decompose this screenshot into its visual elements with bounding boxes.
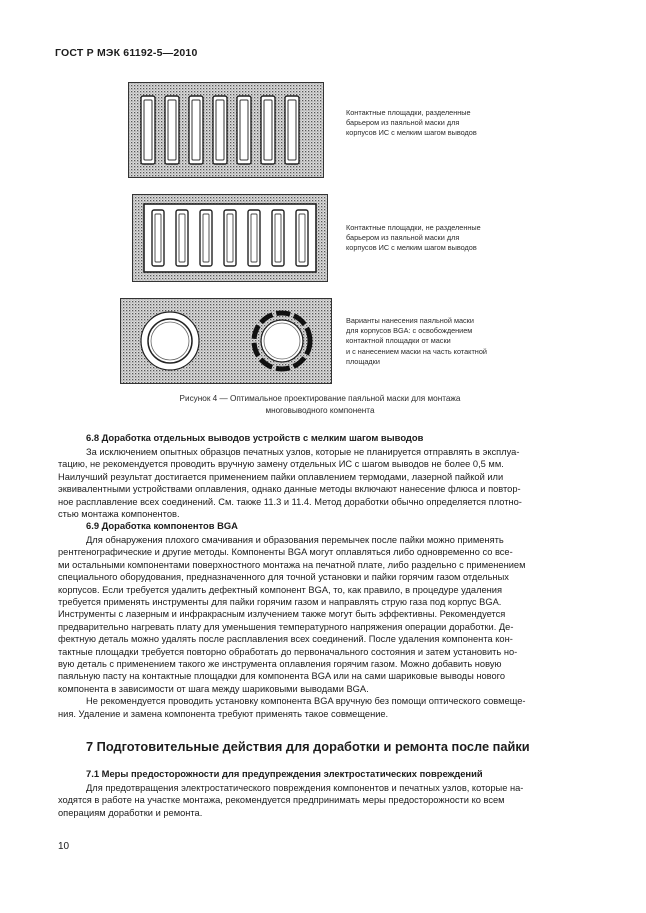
section-7-heading: 7 Подготовительные действия для доработки и ремонта после пайки	[86, 739, 530, 754]
figure-panel-unseparated-pads	[132, 194, 328, 282]
section-6-9-heading: 6.9 Доработка компонентов BGA	[86, 520, 238, 531]
section-7-1-body: Для предотвращения электростатического повреждения компонентов и печатных узлов, которые на- ходятся в работе на участке монтажа, рекомендуется предпринимать меры предосторожности ко всем операциям доработки и ремонта.	[58, 783, 524, 818]
page-number: 10	[58, 841, 70, 852]
figure-caption-3: Варианты нанесения паяльной маски для корпусов BGA: с освобождением контактной площадки от маски и с нанесением маски на часть котактной площадки	[346, 316, 487, 366]
pad-row	[152, 210, 308, 266]
section-6-8-body: За исключением опытных образцов печатных узлов, которые не планируется отправлять в эксплуа- тацию, не рекомендуется проводить вручную замену отдельных ИС с шагом выводов не более 0,5 мм. Наилучший результат достигается применением пайки оплавлением термодами, лазерной пайкой или эквивалентными устройствами оплавления, однако данные методы включают нанесение флюса и повтор- ное расплавление всех соединений. См. также 11.3 и 11.4. Метод доработки обычно определяется плотно- стью монтажа компонентов.	[58, 447, 522, 520]
figure-panel-separated-pads	[128, 82, 324, 178]
pad-row	[141, 96, 299, 164]
section-7-1-heading: 7.1 Меры предосторожности для предупреждения электростатических повреждений	[86, 768, 483, 779]
document-header: ГОСТ Р МЭК 61192-5—2010	[55, 47, 198, 59]
section-6-9-body: Для обнаружения плохого смачивания и образования перемычек после пайки можно применять рентгенографические и другие методы. Компоненты BGA могут оплавляться либо одновременно со все- ми остальными компонентами поверхностного монтажа на печатной плате, либо раздельно с применением специального оборудования, предназначенного для точной установки и пайки горячим газом отдельных корпусов. Если требуется удалить дефектный компонент BGA, то, как правило, в процедуре удаления требуется применять инструменты для пайки горячим газом и направлять струю газа под корпус BGA. Инструменты с лазерным и инфракрасным излучением также могут быть эффективны. Рекомендуется предварительно нагревать плату для уменьшения температурного напряжения операции доработки. Де- фектную деталь можно удалять после расплавления всех соединений. После удаления компонента кон- тактные площадки требуется повторно обработать до первоначального состояния и затем установить но- вую деталь с применением такого же инструмента оплавления горячим газом. Можно добавить новую паяльную пасту на контактные площадки для компонента BGA или на сами шариковые выводы нового компонента в зависимости от шага между шариковыми выводами BGA. Не рекомендуется проводить установку компонента BGA вручную без помощи оптического совмеще- ния. Удаление и замена компонента требуют применять такое совмещение.	[58, 535, 526, 719]
figure-panel-bga-mask	[120, 298, 332, 384]
figure-caption-1: Контактные площадки, разделенные барьером из паяльной маски для корпусов ИС с мелким шагом выводов	[346, 108, 477, 138]
figure-caption-2: Контактные площадки, не разделенные барьером из паяльной маски для корпусов ИС с мелким шагом выводов	[346, 223, 481, 253]
figure-title: Рисунок 4 — Оптимальное проектирование паяльной маски для монтажа многовыводного компонента	[179, 394, 461, 415]
section-6-8-heading: 6.8 Доработка отдельных выводов устройств с мелким шагом выводов	[86, 432, 424, 443]
